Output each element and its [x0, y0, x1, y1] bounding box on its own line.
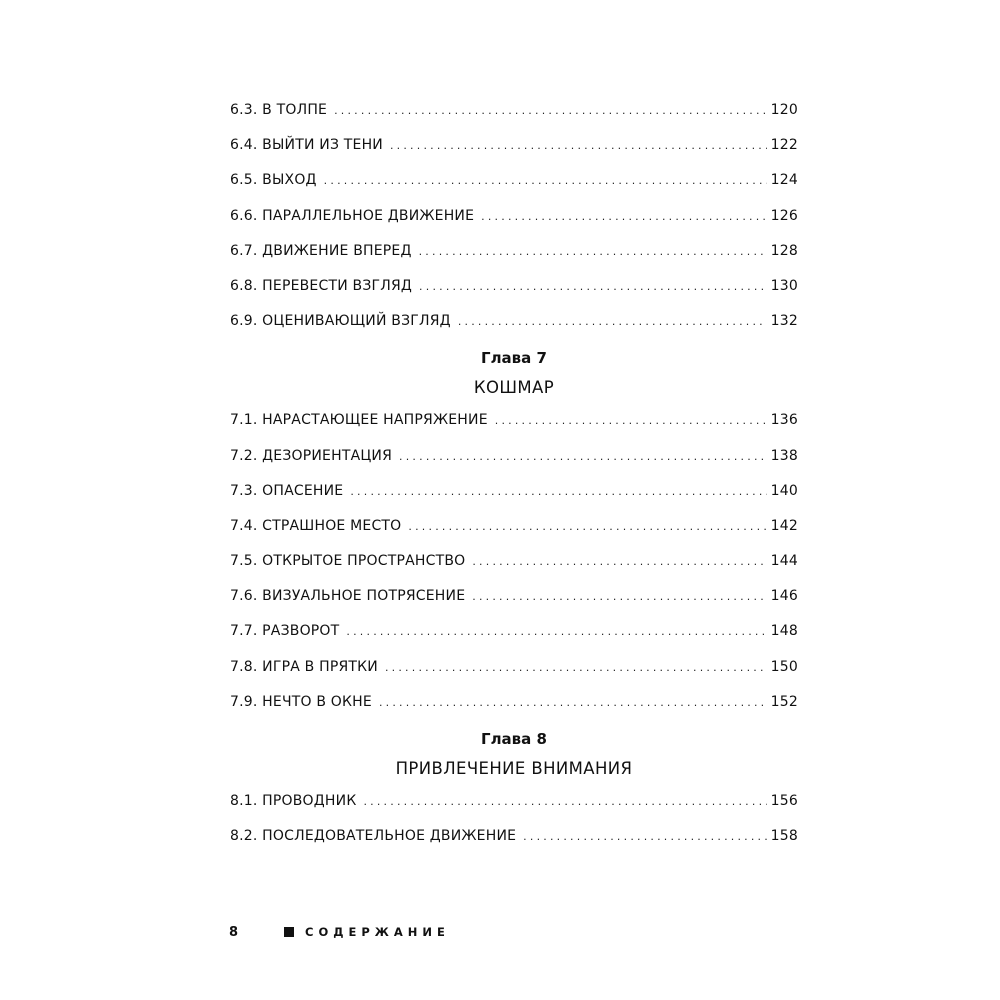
toc-entry[interactable] — [230, 614, 798, 649]
toc-entry-label: 6.6. ПАРАЛЛЕЛЬНОЕ ДВИЖЕНИЕ — [230, 207, 475, 224]
toc-entry-label: 7.4. СТРАШНОЕ МЕСТО — [230, 517, 402, 534]
toc-entry-page: 144 — [770, 553, 798, 570]
toc-entry[interactable] — [230, 403, 798, 438]
toc-entry-page: 130 — [770, 277, 798, 294]
toc-entry-label: 6.5. ВЫХОД — [230, 172, 317, 189]
toc-entry-label: 8.1. ПРОВОДНИК — [230, 793, 357, 809]
toc-entry-label: 7.3. ОПАСЕНИЕ — [230, 482, 344, 499]
dot-leader — [399, 439, 767, 474]
toc-entry-page: 156 — [770, 793, 798, 809]
toc-section-chapter-7 — [230, 339, 798, 720]
toc-entry[interactable] — [230, 819, 798, 854]
toc-entry-label: 7.5. ОТКРЫТОЕ ПРОСТРАНСТВО — [230, 553, 466, 570]
dot-leader — [324, 163, 767, 198]
toc-entry[interactable] — [230, 163, 798, 198]
dot-leader — [408, 509, 766, 544]
toc-entry-page: 120 — [770, 102, 798, 118]
toc-entry-label: 8.2. ПОСЛЕДОВАТЕЛЬНОЕ ДВИЖЕНИЕ — [230, 828, 517, 845]
toc-entry-page: 132 — [770, 313, 798, 330]
toc-entry[interactable] — [230, 474, 798, 509]
page-footer — [229, 920, 450, 944]
toc-entry-page: 122 — [770, 137, 798, 154]
toc-entry-page: 158 — [770, 828, 798, 845]
toc-entry-page: 138 — [770, 447, 798, 464]
dot-leader — [385, 650, 767, 685]
dot-leader — [390, 128, 767, 163]
toc-entry-page: 148 — [770, 623, 798, 640]
chapter-number: Глава 7 — [481, 349, 547, 368]
toc-entry-page: 142 — [770, 517, 798, 534]
toc-entry-label: 7.9. НЕЧТО В ОКНЕ — [230, 693, 372, 710]
dot-leader — [495, 403, 767, 438]
chapter-number: Глава 8 — [481, 730, 547, 748]
toc-entry-label: 6.9. ОЦЕНИВАЮЩИЙ ВЗГЛЯД — [230, 313, 451, 330]
chapter-title: ПРИВЛЕЧЕНИЕ ВНИМАНИЯ — [395, 759, 633, 778]
dot-leader — [334, 93, 767, 128]
dot-leader — [458, 304, 767, 339]
toc-entry[interactable] — [230, 93, 798, 128]
dot-leader — [363, 784, 766, 819]
toc-entry-label: 6.4. ВЫЙТИ ИЗ ТЕНИ — [230, 137, 383, 154]
toc-entry-page: 150 — [770, 658, 798, 675]
toc-entry[interactable] — [230, 128, 798, 163]
toc-entry[interactable] — [230, 544, 798, 579]
toc-entry[interactable] — [230, 784, 798, 819]
toc-entry-page: 140 — [770, 482, 798, 499]
toc-entry[interactable] — [230, 304, 798, 339]
dot-leader — [472, 579, 766, 614]
dot-leader — [419, 269, 767, 304]
toc-entry-label: 6.3. В ТОЛПЕ — [230, 102, 328, 118]
toc-entry[interactable] — [230, 269, 798, 304]
toc-entry-label: 7.7. РАЗВОРОТ — [230, 623, 340, 640]
dot-leader — [481, 199, 767, 234]
toc-entry[interactable] — [230, 234, 798, 269]
dot-leader — [419, 234, 767, 269]
dot-leader — [379, 685, 767, 720]
running-section-title: СОДЕРЖАНИЕ — [305, 925, 450, 939]
toc-entry[interactable] — [230, 685, 798, 720]
toc-entry-label: 6.7. ДВИЖЕНИЕ ВПЕРЕД — [230, 242, 412, 259]
toc-entry-page: 124 — [770, 172, 798, 189]
dot-leader — [523, 819, 767, 854]
square-bullet-icon — [284, 927, 294, 937]
dot-leader — [346, 614, 766, 649]
toc-entry-page: 152 — [770, 693, 798, 710]
toc-entry-label: 7.6. ВИЗУАЛЬНОЕ ПОТРЯСЕНИЕ — [230, 588, 466, 605]
toc-entry[interactable] — [230, 509, 798, 544]
toc-entry-label: 7.2. ДЕЗОРИЕНТАЦИЯ — [230, 447, 393, 464]
toc-entry-page: 146 — [770, 588, 798, 605]
table-of-contents — [230, 93, 798, 854]
toc-entry-label: 6.8. ПЕРЕВЕСТИ ВЗГЛЯД — [230, 277, 413, 294]
toc-entry-page: 136 — [770, 412, 798, 429]
toc-section-chapter-6 — [230, 93, 798, 339]
toc-section-chapter-8 — [230, 720, 798, 854]
toc-entry[interactable] — [230, 650, 798, 685]
toc-entry-label: 7.1. НАРАСТАЮЩЕЕ НАПРЯЖЕНИЕ — [230, 412, 488, 429]
dot-leader — [472, 544, 766, 579]
toc-entry[interactable] — [230, 199, 798, 234]
chapter-title: КОШМАР — [473, 378, 555, 398]
page-number: 8 — [229, 924, 239, 940]
dot-leader — [350, 474, 766, 509]
toc-entry[interactable] — [230, 439, 798, 474]
toc-entry[interactable] — [230, 579, 798, 614]
toc-entry-page: 126 — [770, 207, 798, 224]
toc-entry-page: 128 — [770, 242, 798, 259]
toc-entry-label: 7.8. ИГРА В ПРЯТКИ — [230, 658, 378, 675]
